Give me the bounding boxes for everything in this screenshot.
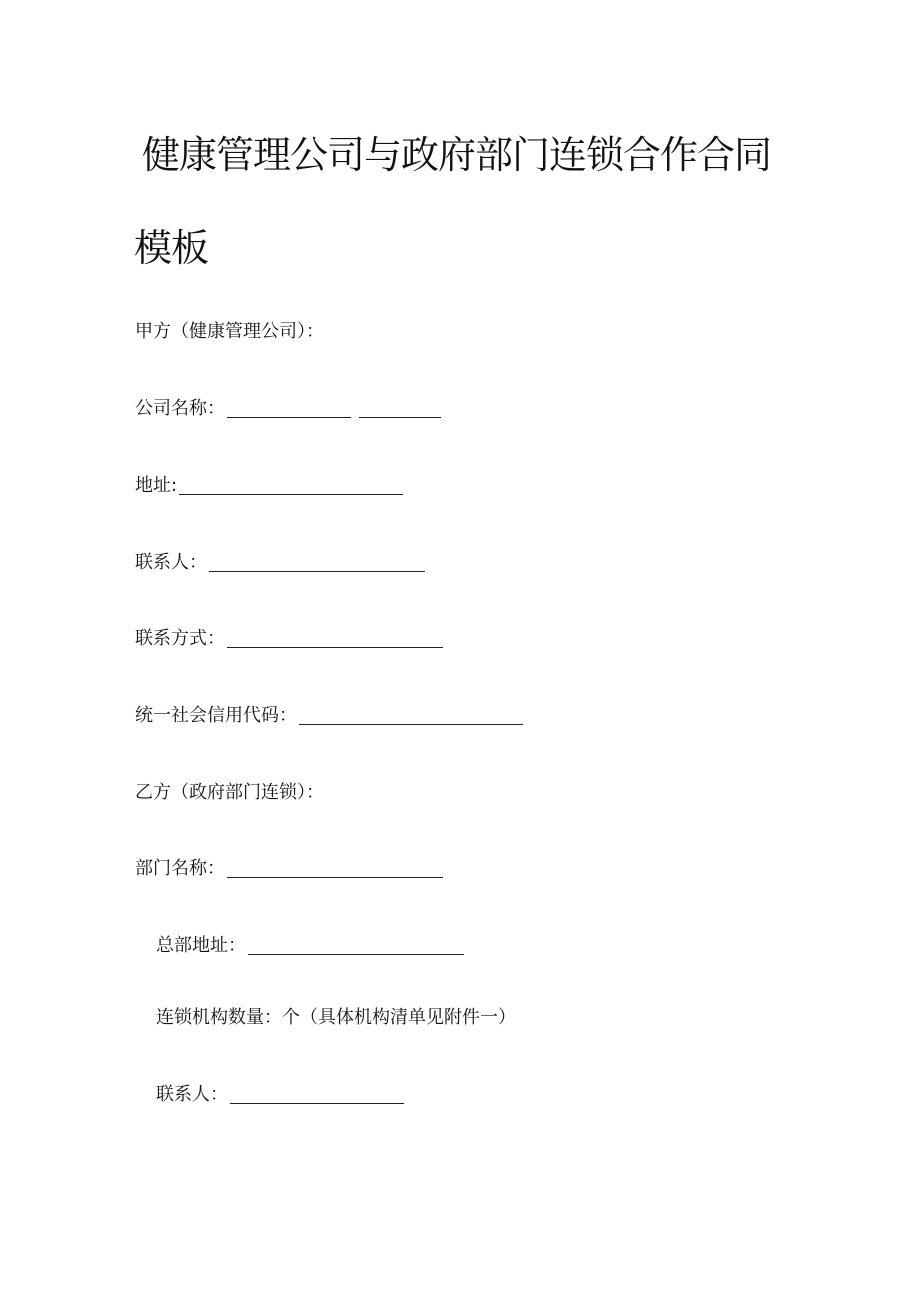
party-b-heading	[135, 784, 324, 802]
contact-method-label: 联系方式：	[135, 628, 225, 649]
party-a-heading	[135, 323, 324, 341]
party-b-contact-blank[interactable]	[230, 1086, 404, 1104]
contact-person-field	[135, 554, 425, 572]
contact-method-field	[135, 630, 443, 648]
address-field	[135, 477, 403, 495]
contact-person-label: 联系人：	[135, 552, 207, 573]
department-name-blank[interactable]	[227, 860, 443, 878]
document-title-line-2: 模板	[134, 226, 209, 270]
contact-method-blank[interactable]	[227, 630, 443, 648]
company-name-blank-2[interactable]	[359, 400, 441, 418]
party-b-contact-label: 联系人：	[156, 1084, 228, 1105]
hq-address-blank[interactable]	[248, 937, 464, 955]
address-blank[interactable]	[179, 477, 403, 495]
chain-count-field	[156, 1009, 516, 1027]
credit-code-label: 统一社会信用代码：	[135, 705, 297, 726]
company-name-label: 公司名称：	[135, 398, 225, 419]
credit-code-blank[interactable]	[299, 707, 523, 725]
address-label: 地址:	[135, 475, 178, 496]
department-name-field	[135, 860, 443, 878]
contact-person-blank[interactable]	[209, 554, 425, 572]
party-b-heading-text: 乙方（政府部门连锁）：	[135, 782, 324, 803]
document-title-line-1: 健康管理公司与政府部门连锁合作合同	[142, 133, 772, 177]
hq-address-label: 总部地址：	[156, 935, 246, 956]
hq-address-field	[156, 937, 464, 955]
chain-count-label: 连锁机构数量：个（具体机构清单见附件一）	[156, 1007, 516, 1028]
department-name-label: 部门名称：	[135, 858, 225, 879]
company-name-blank-1[interactable]	[227, 400, 351, 418]
party-b-contact-field	[156, 1086, 404, 1104]
company-name-field	[135, 400, 441, 418]
party-a-heading-text: 甲方（健康管理公司）：	[135, 321, 324, 342]
credit-code-field	[135, 707, 523, 725]
